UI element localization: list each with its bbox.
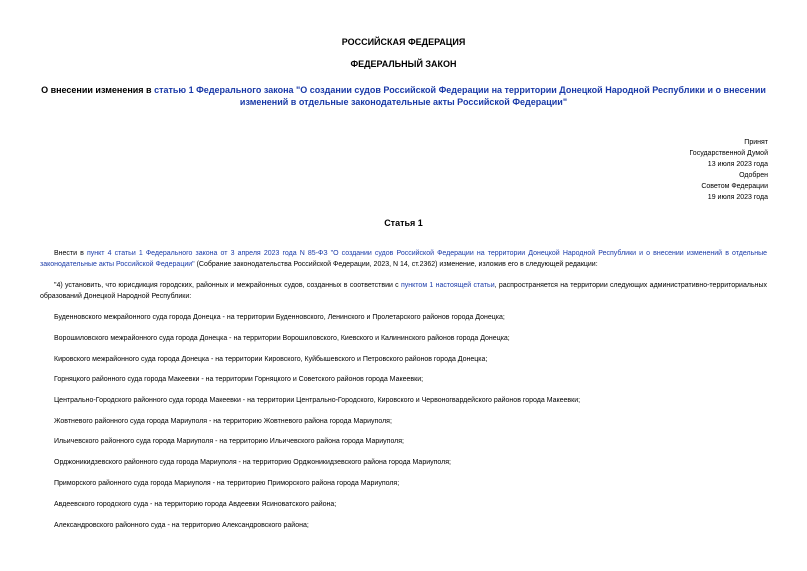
point4-prefix: "4) установить, что юрисдикция городских, районных и межрайонных судов, созданных в соответствии с bbox=[54, 282, 401, 289]
adopted-date: 13 июля 2023 года bbox=[707, 161, 768, 168]
law-title-link[interactable]: статью 1 Федерального закона "О создании судов Российской Федерации на территории Донецкой Народной Республики и о внесении изменений в отдельные законодательные акты Российской Федерации" bbox=[154, 85, 766, 107]
article-heading: Статья 1 bbox=[384, 218, 423, 228]
list-item: Буденновского межрайонного суда города Донецка - на территории Буденновского, Ленинского и Пролетарского районов города Донецка; bbox=[54, 314, 505, 321]
list-item: Ворошиловского межрайонного суда города Донецка - на территории Ворошиловского, Киевского и Калининского районов города Донецка; bbox=[54, 335, 510, 342]
law-type-heading: ФЕДЕРАЛЬНЫЙ ЗАКОН bbox=[350, 59, 457, 69]
approved-date: 19 июля 2023 года bbox=[707, 194, 768, 201]
law-title bbox=[40, 84, 767, 108]
approved-by: Советом Федерации bbox=[701, 183, 768, 190]
adopted-label: Принят bbox=[744, 139, 768, 146]
point4-link[interactable]: пунктом 1 настоящей статьи bbox=[401, 282, 495, 289]
list-item: Кировского межрайонного суда города Донецка - на территории Кировского, Куйбышевского и Петровского районов города Донецка; bbox=[54, 356, 488, 363]
list-item: Жовтневого районного суда города Мариуполя - на территорию Жовтневого района города Мариуполя; bbox=[54, 418, 392, 425]
law-title-text: О внесении изменения в bbox=[41, 85, 155, 95]
list-item: Приморского районного суда города Мариуполя - на территорию Приморского района города Мариуполя; bbox=[54, 480, 400, 487]
list-item: Ильичевского районного суда города Мариуполя - на территорию Ильичевского района города Мариуполя; bbox=[54, 438, 405, 445]
approved-label: Одобрен bbox=[739, 172, 768, 179]
point-4 bbox=[40, 280, 767, 302]
article-intro bbox=[40, 248, 767, 270]
intro-suffix: (Собрание законодательства Российской Федерации, 2023, N 14, ст.2362) изменение, изложив его в следующей редакции: bbox=[194, 261, 598, 268]
adoption-block bbox=[689, 137, 768, 203]
point4-suffix: , распространяется на территории следующих административно-территориальных образований Донецкой Народной Республики: bbox=[40, 282, 767, 300]
list-item: Александровского районного суда - на территорию Александровского района; bbox=[54, 522, 309, 529]
intro-prefix: Внести в bbox=[54, 250, 87, 257]
country-heading: РОССИЙСКАЯ ФЕДЕРАЦИЯ bbox=[341, 37, 466, 47]
list-item: Горняцкого районного суда города Макеевки - на территории Горняцкого и Советского районов города Макеевки; bbox=[54, 376, 424, 383]
list-item: Авдеевского городского суда - на территорию города Авдеевки Ясиноватского района; bbox=[54, 501, 337, 508]
list-item: Орджоникидзевского районного суда города Мариуполя - на территорию Орджоникидзевского района города Мариуполя; bbox=[54, 459, 451, 466]
list-item: Центрально-Городского районного суда города Макеевки - на территории Центрально-Городского, Кировского и Червоногвардейского районов города Макеевки; bbox=[54, 397, 581, 404]
intro-link[interactable]: пункт 4 статьи 1 Федерального закона от 3 апреля 2023 года N 85-ФЗ "О создании судов Российской Федерации на территории Донецкой Народной Республики и о внесении изменений в отдельные законодательные акты Российской Федерации" bbox=[40, 250, 768, 268]
adopted-by: Государственной Думой bbox=[689, 150, 768, 157]
